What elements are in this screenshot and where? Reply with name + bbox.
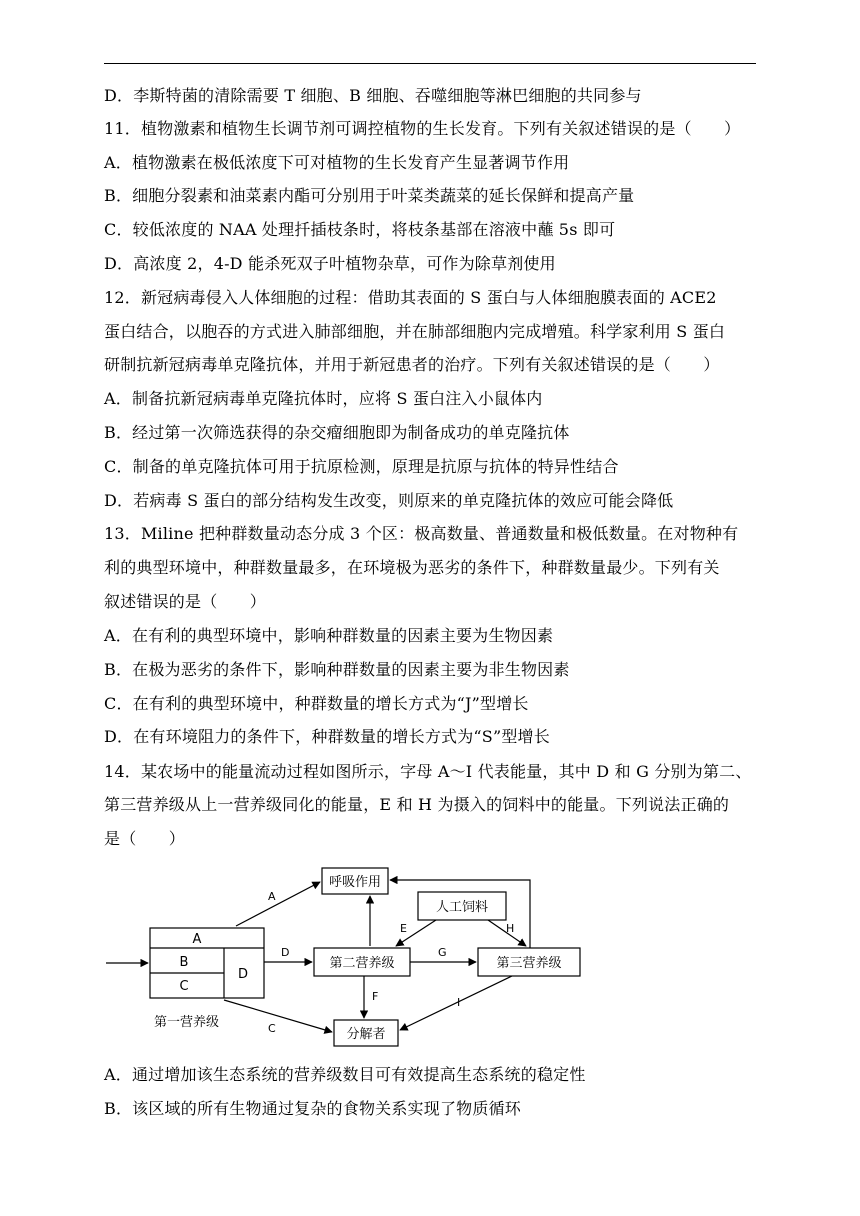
option-c-q12: C．制备的单克隆抗体可用于抗原检测，原理是抗原与抗体的特异性结合 [104,457,619,476]
arrow-label-a: A [268,890,276,903]
option-c-q13: C．在有利的典型环境中，种群数量的增长方式为“J”型增长 [104,694,529,713]
question-14-line-1: 14．某农场中的能量流动过程如图所示，字母 A～I 代表能量，其中 D 和 G 分别为第二、 [104,762,752,781]
svg-text:第三营养级: 第三营养级 [496,956,562,971]
svg-text:呼吸作用: 呼吸作用 [328,875,382,890]
option-b-q13: B．在极为恶劣的条件下，影响种群数量的因素主要为非生物因素 [104,660,570,679]
option-c-q11: C．较低浓度的 NAA 处理扦插枝条时，将枝条基部在溶液中蘸 5s 即可 [104,220,616,239]
option-d-q10: D．李斯特菌的清除需要 T 细胞、B 细胞、吞噬细胞等淋巴细胞的共同参与 [104,86,642,105]
arrow-label-e: E [400,922,407,935]
svg-text:人工饲料: 人工饲料 [435,900,489,915]
question-14-line-2: 第三营养级从上一营养级同化的能量，E 和 H 为摄入的饲料中的能量。下列说法正确的 [104,795,730,814]
question-12-line-2: 蛋白结合，以胞吞的方式进入肺部细胞，并在肺部细胞内完成增殖。科学家利用 S 蛋白 [104,322,726,341]
question-12-line-3: 研制抗新冠病毒单克隆抗体，并用于新冠患者的治疗。下列有关叙述错误的是（ ） [104,355,720,374]
arrow-a [236,882,320,926]
arrow-c [224,1000,332,1032]
option-d-q11: D．高浓度 2，4-D 能杀死双子叶植物杂草，可作为除草剂使用 [104,254,556,273]
option-a-q11: A．植物激素在极低浓度下可对植物的生长发育产生显著调节作用 [104,153,570,172]
arrow-label-g: G [438,946,447,959]
option-d-q13: D．在有环境阻力的条件下，种群数量的增长方式为“S”型增长 [104,727,550,746]
second-level-node [314,948,410,976]
first-level-box [150,928,264,998]
arrow-label-c: C [268,1022,276,1035]
box-label-d: D [237,967,249,982]
energy-flow-diagram [100,860,600,1056]
arrow-label-f: F [372,990,379,1003]
option-d-q12: D．若病毒 S 蛋白的部分结构发生改变，则原来的单克隆抗体的效应可能会降低 [104,491,674,510]
arrow-label-h: H [506,922,515,935]
svg-text:分解者: 分解者 [346,1027,386,1042]
first-level-caption: 第一营养级 [154,1015,220,1030]
option-b-q11: B．细胞分裂素和油菜素内酯可分别用于叶菜类蔬菜的延长保鲜和提高产量 [104,186,635,205]
question-13-line-2: 利的典型环境中，种群数量最多，在环境极为恶劣的条件下，种群数量最少。下列有关 [104,558,720,577]
question-11: 11．植物激素和植物生长调节剂可调控植物的生长发育。下列有关叙述错误的是（ ） [104,119,741,138]
arrow-i [400,976,512,1030]
box-label-a: A [192,932,202,947]
question-14-line-3: 是（ ） [104,829,186,848]
respiration-node [322,868,388,894]
question-13-line-3: 叙述错误的是（ ） [104,592,267,611]
svg-text:第二营养级: 第二营养级 [329,956,395,971]
question-13-line-1: 13．Miline 把种群数量动态分成 3 个区：极高数量、普通数量和极低数量。在对物种有 [104,524,739,543]
option-a-q14: A．通过增加该生态系统的营养级数目可有效提高生态系统的稳定性 [104,1065,586,1084]
option-a-q12: A．制备抗新冠病毒单克隆抗体时，应将 S 蛋白注入小鼠体内 [104,389,543,408]
question-12-line-1: 12．新冠病毒侵入人体细胞的过程：借助其表面的 S 蛋白与人体细胞膜表面的 ACE2 [104,288,717,307]
option-a-q13: A．在有利的典型环境中，影响种群数量的因素主要为生物因素 [104,626,554,645]
feed-node [418,892,506,920]
box-label-b: B [179,955,189,970]
header-rule [104,63,756,64]
third-level-node [478,948,580,976]
box-label-c: C [179,979,189,994]
arrow-label-d: D [281,946,290,959]
option-b-q14: B．该区域的所有生物通过复杂的食物关系实现了物质循环 [104,1099,521,1118]
arrow-label-i: I [457,996,461,1009]
decomposer-node [334,1020,398,1046]
option-b-q12: B．经过第一次筛选获得的杂交瘤细胞即为制备成功的单克隆抗体 [104,423,570,442]
